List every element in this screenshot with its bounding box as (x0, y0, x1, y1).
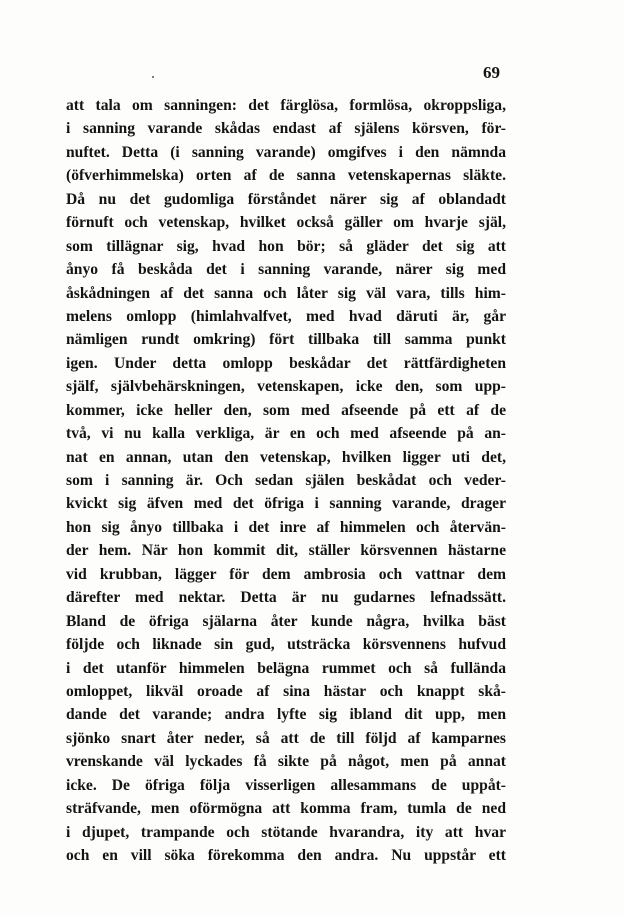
page-number: 69 (483, 63, 500, 82)
text-line: som tillägnar sig, hvad hon bör; så gläder det sig att (66, 237, 506, 255)
text-line: ånyo få beskåda det i sanning varande, närer sig med (66, 261, 506, 279)
text-line: icke. De öfriga följa visserligen allesammans de uppåt- (66, 776, 506, 794)
text-line: själf, självbehärskningen, vetenskapen, icke den, som upp- (66, 378, 506, 396)
text-line: nämligen rundt omkring) fört tillbaka till samma punkt (66, 331, 506, 349)
text-line: Då nu det gudomliga förståndet närer sig af oblandadt (66, 190, 506, 208)
text-line: hon sig ånyo tillbaka i det inre af himmelen och återvän- (66, 518, 506, 536)
text-line: kvickt sig äfven med det öfriga i sanning varande, drager (66, 495, 506, 513)
text-line: (öfverhimmelska) orten af de sanna vetenskapernas släkte. (66, 167, 506, 185)
text-line: vrenskande väl lyckades få sikte på något, men på annat (66, 753, 506, 771)
text-line: förnuft och vetenskap, hvilket också gäller om hvarje själ, (66, 214, 506, 232)
text-line: två, vi nu kalla verkliga, är en och med afseende på an- (66, 425, 506, 443)
text-line: der hem. När hon kommit dit, ställer körsvennen hästarne (66, 542, 506, 560)
text-line: melens omlopp (himlahvalfvet, med hvad däruti är, går (66, 307, 506, 325)
text-line: därefter med nektar. Detta är nu gudarnes lefnadssätt. (66, 589, 506, 607)
text-line: dande det varande; andra lyfte sig ibland dit upp, men (66, 706, 506, 724)
text-line: åskådningen af det sanna och låter sig väl vara, tills him- (66, 284, 506, 302)
text-line: igen. Under detta omlopp beskådar det rättfärdigheten (66, 354, 506, 372)
text-line: att tala om sanningen: det färglösa, formlösa, okroppsliga, (66, 97, 506, 114)
text-line: nat en annan, utan den vetenskap, hvilken ligger uti det, (66, 448, 506, 466)
text-line: i djupet, trampande och stötande hvarandra, ity att hvar (66, 823, 506, 841)
text-line: följde och liknade sin gud, utsträcka körsvennens hufvud (66, 636, 506, 654)
text-line: i det utanför himmelen belägna rummet och så fullända (66, 659, 506, 677)
text-line: omloppet, likväl oroade af sina hästar och knappt skå- (66, 682, 506, 700)
text-line: vid krubban, lägger för dem ambrosia och vattnar dem (66, 565, 506, 583)
print-speck (152, 76, 154, 78)
text-line: sjönko snart åter neder, så att de till följd af kamparnes (66, 729, 506, 747)
text-line: kommer, icke heller den, som med afseende på ett af de (66, 401, 506, 419)
text-line: som i sanning är. Och sedan själen beskådat och veder- (66, 472, 506, 489)
text-line: Bland de öfriga själarna åter kunde några, hvilka bäst (66, 612, 506, 630)
text-line: sträfvande, men oförmögna att komma fram, tumla de ned (66, 800, 506, 818)
body-text (66, 94, 506, 867)
text-line: och en vill söka förekomma den andra. Nu uppstår ett (66, 847, 506, 864)
text-line: i sanning varande skådas endast af själens körsven, för- (66, 120, 506, 138)
text-line: nuftet. Detta (i sanning varande) omgifves i den nämnda (66, 143, 506, 161)
